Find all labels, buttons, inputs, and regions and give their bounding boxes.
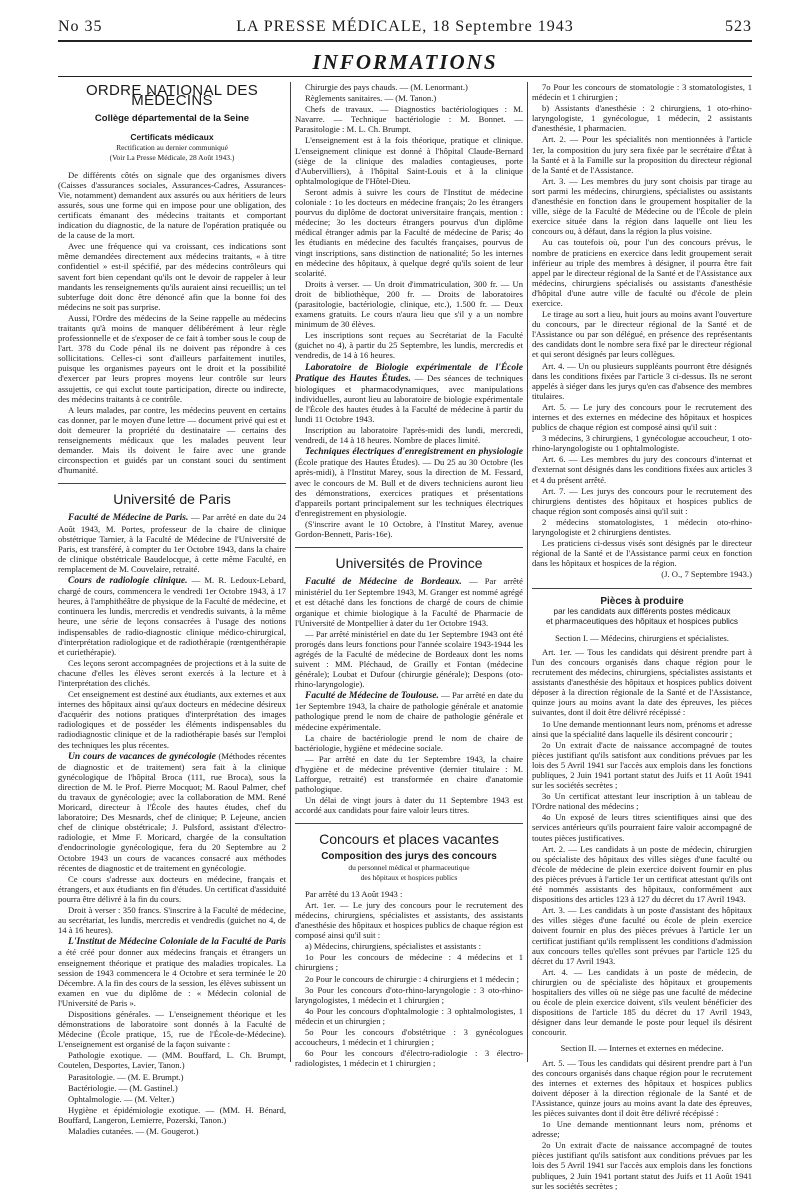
paragraph: Art. 4. — Les candidats à un poste de médecin, de chirurgien ou de spécialiste des hôpitaux et groupements hospitaliers des villes où ne siège pas une faculté de médecine ou école de plein exercice doivent, s'ils veulent bénéficier des dispositions de l'article 185 du décret du 17 Avril 1943, désigner dans leur demande le poste pour lequel ils désirent concourir. <box>532 966 752 1038</box>
paragraph <box>58 512 286 574</box>
item-text: a été créé pour donner aux médecins français et étrangers un enseignement théorique et pratique des maladies tropicales. La session de 1943 commencera le 4 Octobre et sera terminée le 20 Décembre. A la fin des cours de la session, les élèves subissent un examen en vue du diplôme de : « Médecin colonial de l'Université de Paris ». <box>58 947 286 1008</box>
composition-subheading: du personnel médical et pharmaceutique <box>348 862 470 872</box>
paragraph: a) Médecins, chirurgiens, spécialistes et assistants : <box>305 941 481 952</box>
paragraph: 2 médecins stomatologistes, 1 médecin oto-rhino-laryngologiste et 2 chirurgiens dentistes. <box>532 516 752 538</box>
list-item: Chirurgie des pays chauds. — (M. Lenormant.) <box>305 82 468 92</box>
paragraph: Droit à verser : 350 francs. S'inscrire à la Faculté de médecine, au secrétariat, les lundis, mercredis et vendredis (guichet no 4, de 14 à 16 heures). <box>58 905 286 936</box>
pieces-subheading-line2: et pharmaceutiques des hôpitaux et hospices publics <box>545 616 739 626</box>
item-title: Un cours de vacances de gynécologie <box>68 751 216 762</box>
item-title: L'Institut de Médecine Coloniale de la Faculté de Paris <box>68 937 286 948</box>
paragraph: b) Assistants d'anesthésie : 2 chirurgiens, 1 oto-rhino-laryngologiste, 1 gynécologue, 1 médecin, 2 assistants d'anesthésie, 1 pharmacien. <box>532 103 752 134</box>
paragraph <box>295 576 523 627</box>
item-title: Faculté de Médecine de Paris. <box>68 513 189 524</box>
paragraph <box>58 751 286 873</box>
paragraph: Droits à verser. — Un droit d'immatriculation, 300 fr. — Un droit de bibliothèque, 200 fr. — Droits de laboratoires (parasitologie, bactériologie, clinique, etc.), 1.500 fr. — Deux examens gratuits. Le cours n'aura lieu que s'il y a un nombre minimum de 30 élèves. <box>295 278 523 330</box>
list-item: 1o Une demande mentionnant leurs nom, prénoms et adresse ainsi que la spécialité dans laquelle ils désirent concourir ; <box>532 718 752 739</box>
page-header <box>58 14 752 40</box>
section-label: Section II. — Internes et externes en médecine. <box>560 1043 724 1054</box>
list-item: Pathologie exotique. — (MM. Bouffard, L. Ch. Brumpt, Coutelen, Desportes, Lavier, Tanon.) <box>58 1050 286 1071</box>
paragraph: Le tirage au sort a lieu, huit jours au moins avant l'ouverture du concours, par le directeur régional de la Santé et de l'Assistance ou par son délégué, en présence des représentants des candidats dont le nombre sera fixé par le directeur régional et qui seront désignés par leurs collègues. <box>532 309 752 360</box>
list-item: 4o Un exposé de leurs titres scientifiques ainsi que des services antérieurs qu'ils pourraient faire valoir accompagné de toutes pièces justificatives. <box>532 812 752 843</box>
college-heading: Collège départemental de la Seine <box>94 113 250 125</box>
header-rule <box>58 40 752 42</box>
item-text: (École pratique des Hautes Études). — Du 25 au 30 Octobre (les après-midi), à l'Institut Marey, sous la direction de M. Fessard, avec le concours de M. Bull et de divers techniciens auront lieu des démonstrations, exercices pratiques et présentations d'appareils portant principalement sur les techniques électriques d'enregistrement en physiologie. <box>295 457 523 518</box>
item-text: (Méthodes récentes de diagnostic et de traitement) sera fait à la clinique gynécologique de l'hôpital Broca (111, rue Broca), sous la direction de M. le Prof. Pierre Mocquot; M. Raoul Palmer, chef du travaux de gynécologie; avec la collaboration de MM. René Moricard, directeur à l'École des hautes études, chef du laboratoire; Des Mesnards, chef de clinique; P. Lejeune, ancien chef de clinique obstétricale; J. Pulsford, assistant d'électro-radiologie, et Mme F. Moricard, chargée de la consultation d'endocrinologie gynécologique, fera du 20 Septembre au 2 Octobre 1943 un cours de vacances consacré aux méthodes récentes de diagnostic et de traitement en gynécologie. <box>58 750 286 873</box>
paragraph <box>295 446 523 518</box>
list-item: Bactériologie. — (M. Gastinel.) <box>68 1082 178 1093</box>
list-item: 4o Pour les concours d'ophtalmologie : 3 ophtalmologistes, 1 médecin et un chirurgien ; <box>295 1005 523 1026</box>
paragraph: L'enseignement est à la fois théorique, pratique et clinique. L'enseignement clinique est donné à l'hôpital Claude-Bernard (siège de la clinique des maladies contagieuses, porte d'Aubervilliers), à l'hôpital Saint-Louis et à la clinique ophtalmologique de l'Hôtel-Dieu. <box>295 135 523 186</box>
paragraph <box>58 575 286 657</box>
list-item: Règlements sanitaires. — (M. Tanon.) <box>305 93 437 104</box>
universites-province-heading: Universités de Province <box>335 555 483 572</box>
column-3 <box>532 82 752 1192</box>
paragraph: Art. 2. — Pour les spécialités non mentionnées à l'article 1er, la composition du jury sera fixée par le secrétaire d'État à la Santé et à la Famille sur la proposition du directeur régional de la Santé et de l'Assistance. <box>532 134 752 175</box>
paragraph: A leurs malades, par contre, les médecins peuvent en certains cas donner, par le moyen d'une lettre — document privé qui est et doit demeurer la propriété du destinataire — certains des renseignements médicaux que les malades peuvent leur demander. Mais ils doivent le faire avec une grande circonspection et guidés par un constant souci du sentiment d'humanité. <box>58 404 286 476</box>
paragraph: Art. 2. — Les candidats à un poste de médecin, chirurgien ou spécialiste des hôpitaux des villes sièges d'une faculté ou d'école de médecine de plein exercice doivent fournir en plus des pièces prévues à l'article 1er un certificat attestant qu'ils ont été nommés assistants des hôpitaux, conformément aux dispositions des articles 123 à 127 du décret du 17 Avril 1943. <box>532 843 752 905</box>
paragraph: Art. 7. — Les jurys des concours pour le recrutement des chirurgiens dentistes des hôpitaux et hospices publics de chaque région sont composés ainsi qu'il suit : <box>532 485 752 516</box>
paragraph: Art. 3. — Les candidats à un poste d'assistant des hôpitaux des villes sièges d'une faculté ou école de plein exercice doivent fournir en plus des pièces prévues à l'article 1er un certificat justifiant qu'ils remplissent les conditions d'admission aux concours telles qu'elles sont prévues par l'article 125 du décret du 17 Avril 1943. <box>532 905 752 966</box>
list-item: Hygiène et épidémiologie exotique. — (MM. H. Bénard, Bouffard, Langeron, Lemierre, Pozerski, Tanon.) <box>58 1104 286 1125</box>
paragraph: De différents côtés on signale que des organismes divers (Caisses d'assurances sociales, Assurances-Cadres, Assurances-Vie, notamment) demandent aux assurés ou aux héritiers de leurs assurés, sous une forme qui en impose pour une obligation, des certificats émanant des médecins traitants et comportant indication du diagnostic, de la nature de l'opération pratiquée ou de la cause de la mort. <box>58 169 286 241</box>
list-item: Parasitologie. — (M. E. Brumpt.) <box>68 1071 184 1082</box>
list-item: 5o Pour les concours d'obstétrique : 3 gynécologues accoucheurs, 1 médecin et 1 chirurgien ; <box>295 1026 523 1048</box>
paragraph <box>295 690 523 731</box>
paragraph: Seront admis à suivre les cours de l'Institut de médecine coloniale : 1o les docteurs en médecine français; 2o les étrangers pourvus du diplôme de doctorat universitaire français, mention : médecine; 3o les docteurs étrangers pourvus d'un diplôme médical étranger admis par la Faculté de médecine de Paris; 4o les étudiants en médecine des facultés françaises, pourvus de vingt inscriptions, sans distinction de nationalité; 5o les internes en médecine des hôpitaux, à quelque degré qu'ils soient de leur scolarité. <box>295 186 523 278</box>
list-item: 2o Un extrait d'acte de naissance accompagné de toutes pièces justifiant qu'ils satisfont aux conditions prévues par les lois des 5 Avril 1941 sur l'accès aux emplois dans les fonctions publiques, 2 Juin 1941 portant statut des Juifs et 11 Août 1941 sur les sociétés secrètes ; <box>532 739 752 791</box>
divider <box>532 588 752 589</box>
item-title: Faculté de Médecine de Toulouse. <box>305 691 439 702</box>
section-label: Section I. — Médecins, chirurgiens et spécialistes. <box>555 632 729 643</box>
paragraph: Art. 1er. — Tous les candidats qui désirent prendre part à l'un des concours organisés dans chaque région pour le recrutement des médecins, chirurgiens, spécialistes assistants et assistants d'anesthésie des hôpitaux et hospices publics doivent déposer à la direction régionale de la Santé et de l'Assistance, quinze jours au moins avant la date des épreuves, les pièces suivantes, dont il doit être délivré récépissé : <box>532 646 752 718</box>
paragraph: — Par arrêté ministériel en date du 1er Septembre 1943 ont été prorogés dans leurs fonctions pour l'année scolaire 1943-1944 les agrégés de la Faculté de médecine de Bordeaux dont les noms suivent : MM. Pléchaud, de Grailly et Fontan (médecine générale); Loubat et Dufour (chirurgie générale); Despons (oto-rhino-laryngologie). <box>295 628 523 690</box>
page-number: 523 <box>725 18 752 35</box>
column-divider-2 <box>527 82 528 1062</box>
paragraph: Par arrêté du 13 Août 1943 : <box>305 888 403 899</box>
paragraph: Art. 5. — Le jury des concours pour le recrutement des internes et des externes en médecine des hôpitaux et hospices publics de chaque région est composé ainsi qu'il suit : <box>532 401 752 433</box>
composition-heading: Composition des jurys des concours <box>321 851 497 863</box>
item-title: Techniques électriques d'enregistrement en physiologie <box>305 447 523 458</box>
list-item: 3o Pour les concours d'oto-rhino-laryngologie : 3 oto-rhino-laryngologistes, 1 médecin et 1 chirurgien ; <box>295 984 523 1005</box>
list-item: 7o Pour les concours de stomatologie : 3 stomatologistes, 1 médecin et 1 chirurgien ; <box>532 82 752 103</box>
list-item: 1o Une demande mentionnant leurs nom, prénoms et adresse; <box>532 1119 752 1140</box>
paragraph: Art. 6. — Les membres du jury des concours d'internat et d'externat sont désignés dans les conditions fixées aux articles 3 et 4 du présent arrêté. <box>532 454 752 485</box>
list-item: 3o Un certificat attestant leur inscription à un tableau de l'Ordre national des médecins ; <box>532 791 752 812</box>
paragraph: Inscription au laboratoire l'après-midi des lundi, mercredi, vendredi, de 14 à 18 heures. Nombre de places limité. <box>295 425 523 446</box>
item-text: — Par arrêté en date du 1er Septembre 1943, la chaire de pathologie générale et anatomie pathologique prend le nom de chaire de pathologie générale et médecine expérimentale. <box>295 690 523 732</box>
source-citation: (J. O., 7 Septembre 1943.) <box>661 569 752 580</box>
paragraph: (S'inscrire avant le 10 Octobre, à l'Institut Marey, avenue Gordon-Bennett, Paris-16e). <box>295 518 523 540</box>
journal-title-date: LA PRESSE MÉDICALE, 18 Septembre 1943 <box>236 18 574 35</box>
item-title: Faculté de Médecine de Bordeaux. <box>305 577 462 588</box>
paragraph: Art. 1er. — Le jury des concours pour le recrutement des médecins, chirurgiens, spécialistes et assistants, des assistants d'anesthésie des hôpitaux et hospices publics de chaque région est composé ainsi qu'il suit : <box>295 899 523 941</box>
list-item: Ophtalmologie. — (M. Velter.) <box>68 1093 175 1104</box>
paragraph: Aussi, l'Ordre des médecins de la Seine rappelle au médecins traitants qu'à moins de manquer délibérément à leur règle professionnelle et de s'exposer de ce fait à tomber sous le coup de l'art. 378 du Code pénal ils ne doivent pas répondre à ces sollicitations. Celles-ci sont d'ailleurs parfaitement inutiles, puisque les organismes payeurs ont le droit et la possibilité d'exercer par leurs propres moyens leur contrôle sur leurs assujettis, ce qui exclut toute participation, directe ou indirecte, des médecins traitants à ce contrôle. <box>58 312 286 404</box>
item-text: — M. R. Ledoux-Lebard, chargé de cours, commencera le vendredi 1er Octobre 1943, à 17 heures, à l'amphithéâtre de physique de la Faculté de médecine, et continuera les lundis, mercredis et vendredis suivants, à la même heure, une série de leçons consacrées à l'usage des notions indispensables de radio-diagnostic clinique médico-chirurgical, d'interprétation radiologique et de radiothérapie (rœntgenthérapie et curiethérapie). <box>58 575 286 657</box>
universite-paris-heading: Université de Paris <box>113 491 231 508</box>
paragraph: Dispositions générales. — L'enseignement théorique et les démonstrations de laboratoire sont donnés à la Faculté de Médecine (École pratique, 15, rue de l'École-de-Médecine). L'enseignement est organisé de la façon suivante : <box>58 1008 286 1050</box>
pieces-subheading-line1: par les candidats aux différents postes médicaux <box>553 606 731 616</box>
list-item: 2o Un extrait d'acte de naissance accompagné de toutes pièces justifiant qu'ils satisfont aux conditions prévues par les lois des 5 Avril 1941 sur l'accès aux emplois dans les fonctions publiques, 2 Juin 1941 portant statut des Juifs et 11 Août 1941 sur les sociétés secrètes ; <box>532 1140 752 1191</box>
paragraph <box>58 936 286 1008</box>
certificats-heading: Certificats médicaux <box>130 132 214 143</box>
paragraph: Art. 5. — Tous les candidats qui désirent prendre part à l'un des concours organisés dans chaque région pour le recrutement des internes et externes des hôpitaux et hospices publics doivent déposer à la direction régionale de la Santé et de l'Assistance, quinze jours au moins avant la date des épreuves, les pièces suivantes dont il doit être délivré récépissé : <box>532 1057 752 1118</box>
concours-heading: Concours et places vacantes <box>319 831 499 848</box>
paragraph: Avec une fréquence qui va croissant, ces indications sont même demandées directement aux médecins traitants, « à titre confidentiel » est-il spécifié, par des médecins contrôleurs qui savent fort bien cependant qu'ils ont le devoir de rappeler à leur mandants les renseignements qu'ils auraient ainsi recueillis; un tel subterfuge doit donc être dénoncé afin que la bonne foi des médecins ne soit pas surprise. <box>58 241 286 312</box>
paragraph: Les praticiens ci-dessus visés sont désignés par le directeur régional de la Santé et de l'Assistance parmi ceux en fonction dans les hôpitaux et hospices de la région. <box>532 538 752 569</box>
paragraph: Les inscriptions sont reçues au Secrétariat de la Faculté (guichet no 4), à partir du 25 Septembre, les lundis, mercredis et vendredis, de 14 à 16 heures. <box>295 330 523 361</box>
paragraph: Ces leçons seront accompagnées de projections et à la suite de chacune d'elles les élèves seront exercés à la lecture et à l'interprétation des clichés. <box>58 657 286 688</box>
paragraph: Chefs de travaux. — Diagnostics bactériologiques : M. Navarre. — Technique bactériologie : M. Bonnet. — Parasitologie : M. L. Ch. Brumpt. <box>295 104 523 135</box>
pieces-subheading <box>532 607 752 627</box>
paragraph: Un délai de vingt jours à dater du 11 Septembre 1943 est accordé aux candidats pour faire valoir leurs titres. <box>295 795 523 816</box>
paragraph: Ce cours s'adresse aux docteurs en médecine, français et étrangers, et aux étudiants en fin d'études. Un certificat d'assiduité pourra être délivré à la fin du cours. <box>58 873 286 904</box>
section-title: INFORMATIONS <box>312 50 498 74</box>
paragraph: Art. 3. — Les membres du jury sont choisis par tirage au sort parmi les médecins, chirurgiens, spécialistes ou assistants d'anesthésie en fonction dans le groupement hospitalier de la ville, siège de la Faculté de Médecine ou de l'École de plein exercice située dans la région dans laquelle ont lieu les concours ou, à défaut, dans la région la plus voisine. <box>532 175 752 237</box>
paragraph: Cet enseignement est destiné aux étudiants, aux externes et aux internes des hôpitaux ainsi qu'aux docteurs en médecine désireux d'acquérir des notions pratiques d'interprétation des images radiologiques et de posséder les éléments indispensables du radiodiagnostic clinique et de la radiothérapie basés sur l'emploi des techniques les plus récentes. <box>58 689 286 750</box>
divider <box>58 483 286 484</box>
section-rule <box>58 76 752 77</box>
column-1 <box>58 82 286 1137</box>
ordre-heading: ORDRE NATIONAL DES MÉDECINS <box>85 82 259 110</box>
paragraph: Art. 4. — Un ou plusieurs suppléants pourront être désignés dans les conditions fixées par l'article 3 ci-dessus. Ils ne seront appelés à siéger dans les jurys qu'en cas d'absence des membres titulaires. <box>532 360 752 401</box>
paragraph: — Par arrêté en date du 1er Septembre 1943, la chaire d'hygiène et de médecine préventive (dernier titulaire : M. Lafforgue, retraité) est transformée en chaire d'anatomie pathologique. <box>295 753 523 795</box>
paragraph: Au cas toutefois où, pour l'un des concours prévus, le nombre de praticiens en exercice dans ledit groupement serait inférieur au triple des membres à désigner, il pourra être fait appel par le directeur régional de la Santé et de l'Assistance aux médecins, chirurgiens spécialisés ou assistants d'anesthésie d'hôpital d'une autre ville de faculté ou d'école de plein exercice. <box>532 237 752 308</box>
item-text: — Par arrêté ministériel du 1er Septembre 1943, M. Granger est nommé agrégé et est détaché dans les fonctions de chargé de cours de chimie organique et chimie biologique à la Faculté de Pharmacie de l'Université de Montpellier à dater du 1er Octobre 1943. <box>295 576 524 628</box>
paragraph: 3 médecins, 3 chirurgiens, 1 gynécologue accoucheur, 1 oto-rhino-laryngologiste ou 1 ophtalmologiste. <box>532 433 752 454</box>
pieces-heading: Pièces à produire <box>600 595 684 607</box>
list-item: 2o Pour le concours de chirurgie : 4 chirurgiens et 1 médecin ; <box>305 973 519 984</box>
list-item: 1o Pour les concours de médecine : 4 médecins et 1 chirurgiens ; <box>295 952 523 973</box>
divider <box>295 547 523 548</box>
divider <box>295 823 523 824</box>
paragraph: La chaire de bactériologie prend le nom de chaire de bactériologie, hygiène et médecine sociale. <box>295 732 523 753</box>
column-divider-1 <box>290 82 291 1062</box>
item-title: Laboratoire de Biologie expérimentale de l'École Pratique des Hautes Études. <box>295 362 523 384</box>
certificats-reference: (Voir La Presse Médicale, 28 Août 1943.) <box>109 153 235 163</box>
item-title: Cours de radiologie clinique. <box>68 576 188 587</box>
list-item: 6o Pour les concours d'électro-radiologie : 3 électro-radiologistes, 1 médecin et 1 chirurgien ; <box>295 1048 523 1069</box>
composition-subheading-2: des hôpitaux et hospices publics <box>360 872 458 882</box>
certificats-subheading: Rectification au dernier communiqué <box>116 143 228 153</box>
paragraph <box>295 362 523 425</box>
issue-number: No 35 <box>58 18 103 35</box>
item-text: — Des séances de techniques biologiques et pharmacodynamiques, avec manipulations individuelles, auront lieu au laboratoire de biologie expérimentale de l'École des hautes études à la Faculté de médecine à partir du lundi 11 Octobre 1943. <box>295 372 523 424</box>
item-text: — Par arrêté en date du 24 Août 1943, M. Portes, professeur de la chaire de clinique obstétrique Tarnier, à la Faculté de Médecine de l'Université de Paris, est transféré, à compter du 1er Octobre 1943, dans la chaire de clinique obstétricale Baudelocque, à cette même Faculté, en remplacement de M. Couvelaire, retraité. <box>58 512 287 574</box>
list-item: Maladies cutanées. — (M. Gougerot.) <box>68 1126 199 1136</box>
column-2 <box>295 82 523 1069</box>
